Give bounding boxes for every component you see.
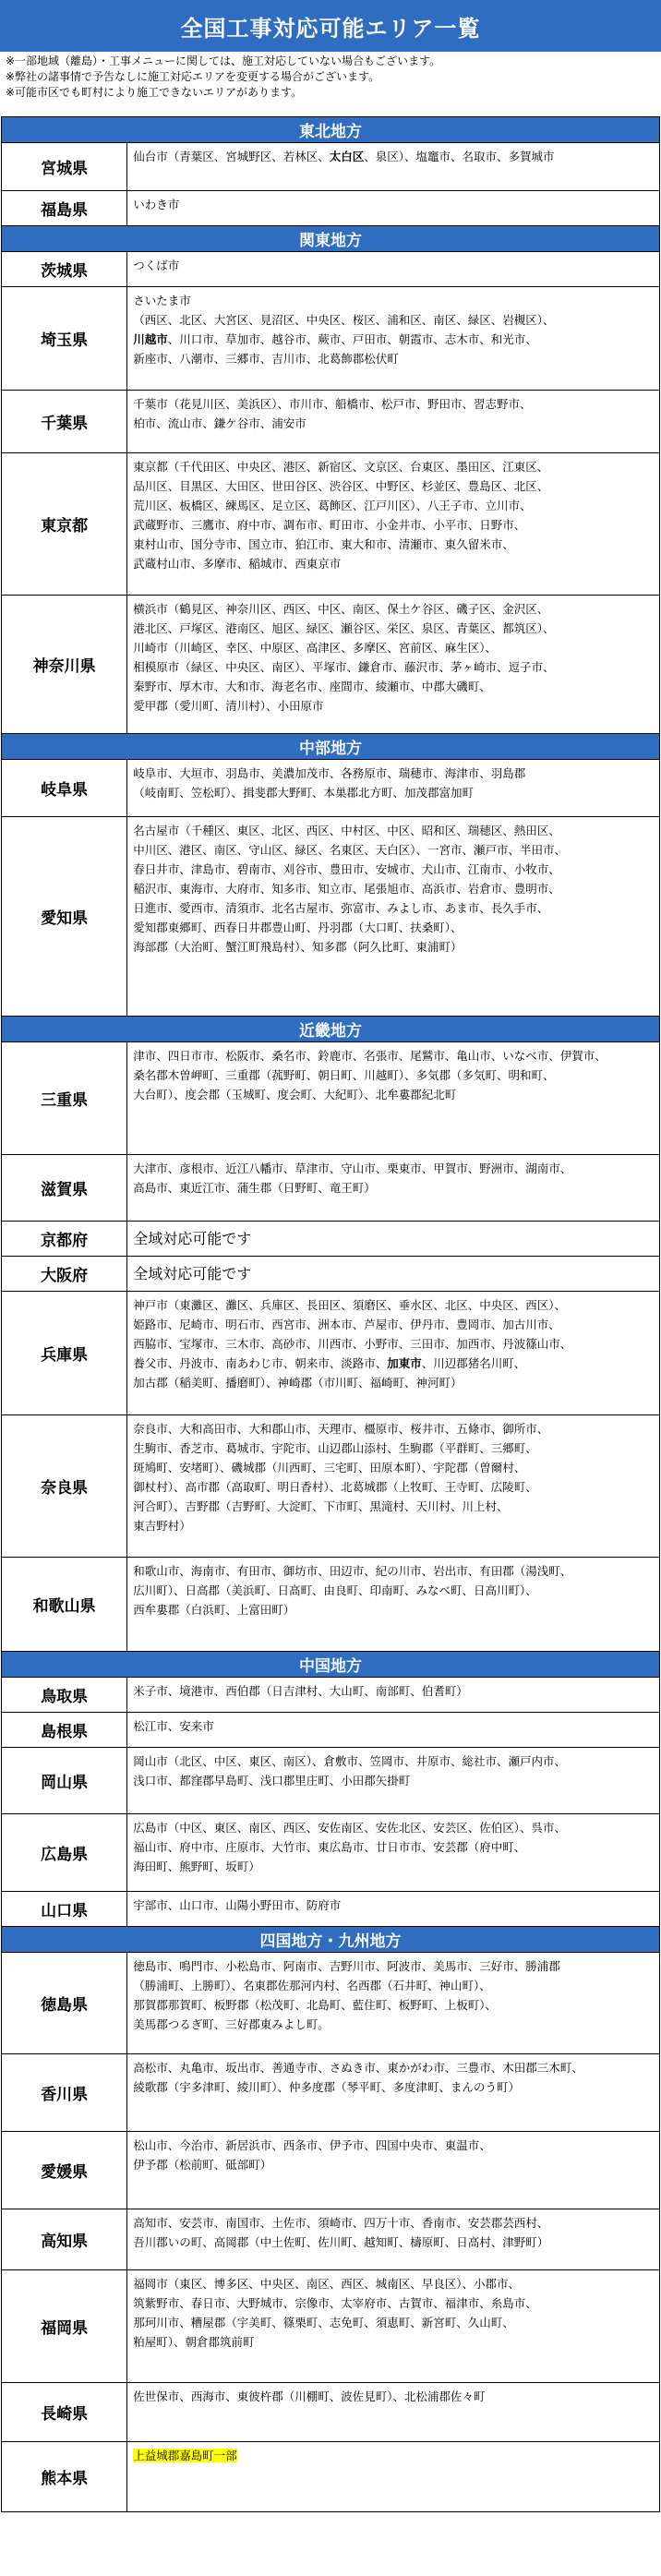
area-line: 千葉市（花見川区、美浜区）、市川市、船橋市、松戸市、野田市、習志野市、 <box>133 397 532 411</box>
area-line: 伊予郡（松前町、砥部町） <box>133 2158 272 2172</box>
table-row <box>2 1953 660 2054</box>
area-list <box>127 1558 660 1652</box>
area-line: 桑名郡木曽岬町、三重郡（菰野町、朝日町、川越町）、多気郡（多気町、明和町、 <box>133 1068 555 1082</box>
table-row <box>2 1257 660 1292</box>
area-table <box>1 116 660 2512</box>
area-line: 岐阜市、大垣市、羽島市、美濃加茂市、各務原市、瑞穂市、海津市、羽島郡 <box>133 766 526 780</box>
prefecture-name: 長崎県 <box>2 2383 127 2442</box>
area-line: 徳島市、鳴門市、小松島市、阿南市、吉野川市、阿波市、美馬市、三好市、勝浦郡 <box>133 1959 560 1973</box>
prefecture-name: 香川県 <box>2 2054 127 2132</box>
table-row <box>2 1892 660 1927</box>
table-row <box>2 2383 660 2442</box>
prefecture-name: 埼玉県 <box>2 287 127 391</box>
area-list <box>127 1042 660 1155</box>
area-line: 新座市、八潮市、三郷市、吉川市、北葛飾郡松伏町 <box>133 352 399 366</box>
area-line: 米子市、境港市、西伯郡（日吉津村、大山町、南部町、伯耆町） <box>133 1684 468 1698</box>
prefecture-name: 広島県 <box>2 1814 127 1892</box>
area-list <box>127 2209 660 2270</box>
prefecture-name: 岐阜県 <box>2 760 127 817</box>
area-list <box>127 2270 660 2383</box>
region-name: 中国地方 <box>2 1652 660 1678</box>
table-row <box>2 1558 660 1652</box>
area-line: 川崎市（川崎区、幸区、中原区、高津区、多摩区、宮前区、麻生区）、 <box>133 641 497 655</box>
area-list <box>127 760 660 817</box>
region-header <box>2 226 660 252</box>
prefecture-name: 岡山県 <box>2 1748 127 1814</box>
region-header <box>2 117 660 143</box>
area-list <box>127 1222 660 1257</box>
region-header <box>2 1652 660 1678</box>
prefecture-name: 千葉県 <box>2 391 127 453</box>
note-line: ※弊社の諸事情で予告なしに施工対応エリアを変更する場合がございます。 <box>6 70 380 83</box>
area-line: 岡山市（北区、中区、東区、南区）、倉敷市、笠岡市、井原市、総社市、瀬戸内市、 <box>133 1754 566 1768</box>
area-line: 加古郡（稲美町、播磨町）、神崎郡（市川町、福崎町、神河町） <box>133 1376 463 1390</box>
area-list <box>127 2442 660 2512</box>
area-line: 養父市、丹波市、南あわじ市、朝来市、淡路市、加東市、川辺郡猪名川町、 <box>133 1356 526 1370</box>
area-line: 愛甲郡（愛川町、清川村）、小田原市 <box>133 699 324 713</box>
table-row <box>2 143 660 191</box>
prefecture-name: 愛媛県 <box>2 2132 127 2209</box>
prefecture-name: 東京都 <box>2 453 127 596</box>
region-name: 近畿地方 <box>2 1017 660 1042</box>
table-row <box>2 1748 660 1814</box>
region-header <box>2 1927 660 1953</box>
area-line: 武蔵野市、三鷹市、府中市、調布市、町田市、小金井市、小平市、日野市、 <box>133 518 526 532</box>
area-line: 海田町、熊野町、坂町） <box>133 1860 260 1873</box>
area-line: 武蔵村山市、多摩市、稲城市、西東京市 <box>133 557 342 571</box>
area-line: 福山市、府中市、庄原市、大竹市、東広島市、廿日市市、安芸郡（府中町、 <box>133 1840 526 1854</box>
prefecture-name: 山口県 <box>2 1892 127 1927</box>
prefecture-name: 神奈川県 <box>2 596 127 734</box>
area-list <box>127 596 660 734</box>
prefecture-name: 茨城県 <box>2 252 127 287</box>
area-line: 春日井市、津島市、碧南市、刈谷市、豊田市、安城市、犬山市、江南市、小牧市、 <box>133 862 560 876</box>
region-name: 中部地方 <box>2 734 660 760</box>
table-row <box>2 453 660 596</box>
area-line: 高知市、安芸市、南国市、土佐市、須崎市、四万十市、香南市、安芸郡芸西村、 <box>133 2216 549 2230</box>
area-line: （岐南町、笠松町）、揖斐郡大野町、本巣郡北方町、加茂郡富加町 <box>133 786 474 800</box>
area-list <box>127 817 660 1017</box>
area-line: 宇部市、山口市、山陽小野田市、防府市 <box>133 1898 342 1912</box>
area-line: 川越市、川口市、草加市、越谷市、蕨市、戸田市、朝霞市、志木市、和光市、 <box>133 332 537 346</box>
area-line <box>133 2446 654 2465</box>
prefecture-name: 兵庫県 <box>2 1292 127 1415</box>
area-list <box>127 1155 660 1222</box>
area-line: 綾歌郡（宇多津町、綾川町）、仲多度郡（琴平町、多度津町、まんのう町） <box>133 2080 520 2094</box>
area-line: 御杖村）、高市郡（高取町、明日香村）、北葛城郡（上牧町、王寺町、広陵町、 <box>133 1480 537 1494</box>
prefecture-name: 鳥取県 <box>2 1678 127 1713</box>
area-line: 福岡市（東区、博多区、中央区、南区、西区、城南区、早良区）、小郡市、 <box>133 2277 520 2291</box>
region-header <box>2 734 660 760</box>
area-line: 神戸市（東灘区、灘区、兵庫区、長田区、須磨区、垂水区、北区、中央区、西区）、 <box>133 1298 566 1312</box>
table-row <box>2 391 660 453</box>
notes <box>0 52 661 116</box>
table-row <box>2 817 660 1017</box>
area-list <box>127 1748 660 1814</box>
area-line: 津市、四日市市、松阪市、桑名市、鈴鹿市、名張市、尾鷲市、亀山市、いなべ市、伊賀市、 <box>133 1049 607 1063</box>
prefecture-name: 熊本県 <box>2 2442 127 2512</box>
area-line: 日進市、愛西市、清須市、北名古屋市、弥富市、みよし市、あま市、長久手市、 <box>133 901 549 915</box>
area-list <box>127 1892 660 1927</box>
area-line: 中川区、港区、南区、守山区、緑区、名東区、天白区）、一宮市、瀬戸市、半田市、 <box>133 843 566 857</box>
area-line: 横浜市（鶴見区、神奈川区、西区、中区、南区、保土ケ谷区、磯子区、金沢区、 <box>133 602 549 616</box>
area-line: 広川町）、日高郡（美浜町、日高町、由良町、印南町、みなべ町、日高川町）、 <box>133 1583 537 1597</box>
table-row <box>2 1042 660 1155</box>
area-list <box>127 1678 660 1713</box>
area-list <box>127 1814 660 1892</box>
table-row <box>2 1155 660 1222</box>
area-line: つくば市 <box>133 259 180 272</box>
area-line: 大津市、彦根市、近江八幡市、草津市、守山市、栗東市、甲賀市、野洲市、湖南市、 <box>133 1162 572 1175</box>
area-line: 姫路市、尼崎市、明石市、西宮市、洲本市、芦屋市、伊丹市、豊岡市、加古川市、 <box>133 1318 560 1331</box>
area-line: 奈良市、大和高田市、大和郡山市、天理市、橿原市、桜井市、五條市、御所市、 <box>133 1422 549 1436</box>
area-line: さいたま市 <box>133 294 191 307</box>
area-line: 浅口市、都窪郡早島町、浅口郡里庄町、小田郡矢掛町 <box>133 1774 411 1788</box>
page-title: 全国工事対応可能エリア一覧 <box>0 0 661 52</box>
area-line: 高島市、東近江市、蒲生郡（日野町、竜王町） <box>133 1181 376 1195</box>
table-row <box>2 191 660 226</box>
prefecture-name: 高知県 <box>2 2209 127 2270</box>
table-row <box>2 287 660 391</box>
prefecture-name: 滋賀県 <box>2 1155 127 1222</box>
area-line: 東村山市、国分寺市、国立市、狛江市、東大和市、清瀬市、東久留米市、 <box>133 537 514 551</box>
area-list <box>127 2132 660 2209</box>
table-row <box>2 2132 660 2209</box>
area-list <box>127 191 660 226</box>
area-line: 松江市、安来市 <box>133 1719 214 1733</box>
area-list <box>127 1292 660 1415</box>
area-line: 高松市、丸亀市、坂出市、善通寺市、さぬき市、東かがわ市、三豊市、木田郡三木町、 <box>133 2061 583 2075</box>
area-line: 河合町）、吉野郡（吉野町、大淀町、下市町、黒滝村、天川村、川上村、 <box>133 1499 509 1513</box>
area-line: （西区、北区、大宮区、見沼区、中央区、桜区、浦和区、南区、緑区、岩槻区）、 <box>133 313 555 327</box>
area-line: いわき市 <box>133 198 180 211</box>
area-line: 広島市（中区、東区、南区、西区、安佐南区、安佐北区、安芸区、佐伯区）、呉市、 <box>133 1821 566 1835</box>
area-line: 斑鳩町、安堵町）、磯城郡（川西町、三宅町、田原本町）、宇陀郡（曽爾村、 <box>133 1461 526 1475</box>
area-list <box>127 1415 660 1558</box>
prefecture-name: 福岡県 <box>2 2270 127 2383</box>
area-list <box>127 2054 660 2132</box>
area-line: 西脇市、宝塚市、三木市、高砂市、川西市、小野市、三田市、加西市、丹波篠山市、 <box>133 1337 572 1351</box>
region-header <box>2 1017 660 1042</box>
prefecture-name: 和歌山県 <box>2 1558 127 1652</box>
region-name: 東北地方 <box>2 117 660 143</box>
area-list <box>127 2383 660 2442</box>
area-line: 柏市、流山市、鎌ケ谷市、浦安市 <box>133 416 306 430</box>
area-line: （勝浦町、上勝町）、名東郡佐那河内村、名西郡（石井町、神山町）、 <box>133 1979 491 1992</box>
prefecture-name: 奈良県 <box>2 1415 127 1558</box>
area-line: 和歌山市、海南市、有田市、御坊市、田辺市、紀の川市、岩出市、有田郡（湯浅町、 <box>133 1564 572 1578</box>
table-row <box>2 1415 660 1558</box>
table-row <box>2 1814 660 1892</box>
area-line: 生駒市、香芝市、葛城市、宇陀市、山辺郡山添村、生駒郡（平群町、三郷町、 <box>133 1441 537 1455</box>
table-row <box>2 2270 660 2383</box>
prefecture-name: 徳島県 <box>2 1953 127 2054</box>
table-row <box>2 1713 660 1748</box>
region-name: 四国地方・九州地方 <box>2 1927 660 1953</box>
prefecture-name: 三重県 <box>2 1042 127 1155</box>
prefecture-name: 福島県 <box>2 191 127 226</box>
area-list <box>127 143 660 191</box>
prefecture-name: 大阪府 <box>2 1257 127 1292</box>
area-line: 那賀郡那賀町、板野郡（松茂町、北島町、藍住町、板野町、上板町）、 <box>133 1998 497 2012</box>
area-line: 大台町）、度会郡（玉城町、度会町、大紀町）、北牟婁郡紀北町 <box>133 1088 457 1101</box>
table-row <box>2 1678 660 1713</box>
area-line: 東京都（千代田区、中央区、港区、新宿区、文京区、台東区、墨田区、江東区、 <box>133 460 549 474</box>
area-line: 品川区、目黒区、大田区、世田谷区、渋谷区、中野区、杉並区、豊島区、北区、 <box>133 479 549 493</box>
table-row <box>2 252 660 287</box>
note-line: ※一部地域（離島）・工事メニューに関しては、施工対応していない場合もございます。 <box>6 54 441 67</box>
area-line: 秦野市、厚木市、大和市、海老名市、座間市、綾瀬市、中郡大磯町、 <box>133 680 491 693</box>
area-list <box>127 252 660 287</box>
area-line: 港北区、戸塚区、港南区、旭区、緑区、瀬谷区、栄区、泉区、青葉区、都筑区）、 <box>133 621 555 635</box>
prefecture-name: 宮城県 <box>2 143 127 191</box>
note-line: ※可能市区でも町村により施工できないエリアがあります。 <box>6 86 303 99</box>
prefecture-name: 島根県 <box>2 1713 127 1748</box>
area-list <box>127 1257 660 1292</box>
region-name: 関東地方 <box>2 226 660 252</box>
area-line: 名古屋市（千種区、東区、北区、西区、中村区、中区、昭和区、瑞穂区、熱田区、 <box>133 824 560 837</box>
area-list <box>127 453 660 596</box>
area-list <box>127 391 660 453</box>
area-line: 西牟婁郡（白浜町、上富田町） <box>133 1603 295 1617</box>
area-line: 東吉野村） <box>133 1519 191 1533</box>
area-line: 美馬郡つるぎ町、三好郡東みよし町。 <box>133 2017 330 2031</box>
area-list <box>127 287 660 391</box>
area-line: 全域対応可能です <box>133 1264 252 1282</box>
area-line: 松山市、今治市、新居浜市、西条市、伊予市、四国中央市、東温市、 <box>133 2138 491 2152</box>
area-line: 全域対応可能です <box>133 1229 252 1247</box>
area-line: 仙台市（青葉区、宮城野区、若林区、太白区、泉区）、塩竈市、名取市、多賀城市 <box>133 150 555 163</box>
table-row <box>2 1222 660 1257</box>
table-row <box>2 1292 660 1415</box>
table-row <box>2 2442 660 2512</box>
area-line: 稲沢市、東海市、大府市、知多市、知立市、尾張旭市、高浜市、岩倉市、豊明市、 <box>133 882 560 896</box>
table-row <box>2 760 660 817</box>
area-list <box>127 1713 660 1748</box>
table-row <box>2 2209 660 2270</box>
area-line: 愛知郡東郷町、西春日井郡豊山町、丹羽郡（大口町、扶桑町）、 <box>133 921 463 934</box>
highlighted-area: 上益城郡嘉島町一部 <box>133 2449 237 2462</box>
area-line: 海部郡（大治町、蟹江町飛島村）、知多郡（阿久比町、東浦町） <box>133 940 463 954</box>
prefecture-name: 愛知県 <box>2 817 127 1017</box>
area-line: 粕屋町）、朝倉郡筑前町 <box>133 2335 255 2349</box>
area-line: 那珂川市、糟屋郡（宇美町、篠栗町、志免町、須恵町、新宮町、久山町、 <box>133 2316 514 2329</box>
area-line: 吾川郡いの町、高岡郡（中土佐町、佐川町、越知町、檮原町、日高村、津野町） <box>133 2235 549 2249</box>
area-line: 佐世保市、西海市、東彼杵郡（川棚町、波佐見町）、北松浦郡佐々町 <box>133 2389 486 2403</box>
area-list <box>127 1953 660 2054</box>
table-row <box>2 596 660 734</box>
area-line: 筑紫野市、春日市、大野城市、宗像市、太宰府市、古賀市、福津市、糸島市、 <box>133 2296 537 2310</box>
table-row <box>2 2054 660 2132</box>
area-line: 相模原市（緑区、中央区、南区）、平塚市、鎌倉市、藤沢市、茅ヶ崎市、逗子市、 <box>133 660 555 674</box>
area-line: 荒川区、板橋区、練馬区、足立区、葛飾区、江戸川区）、八王子市、立川市、 <box>133 499 532 512</box>
prefecture-name: 京都府 <box>2 1222 127 1257</box>
